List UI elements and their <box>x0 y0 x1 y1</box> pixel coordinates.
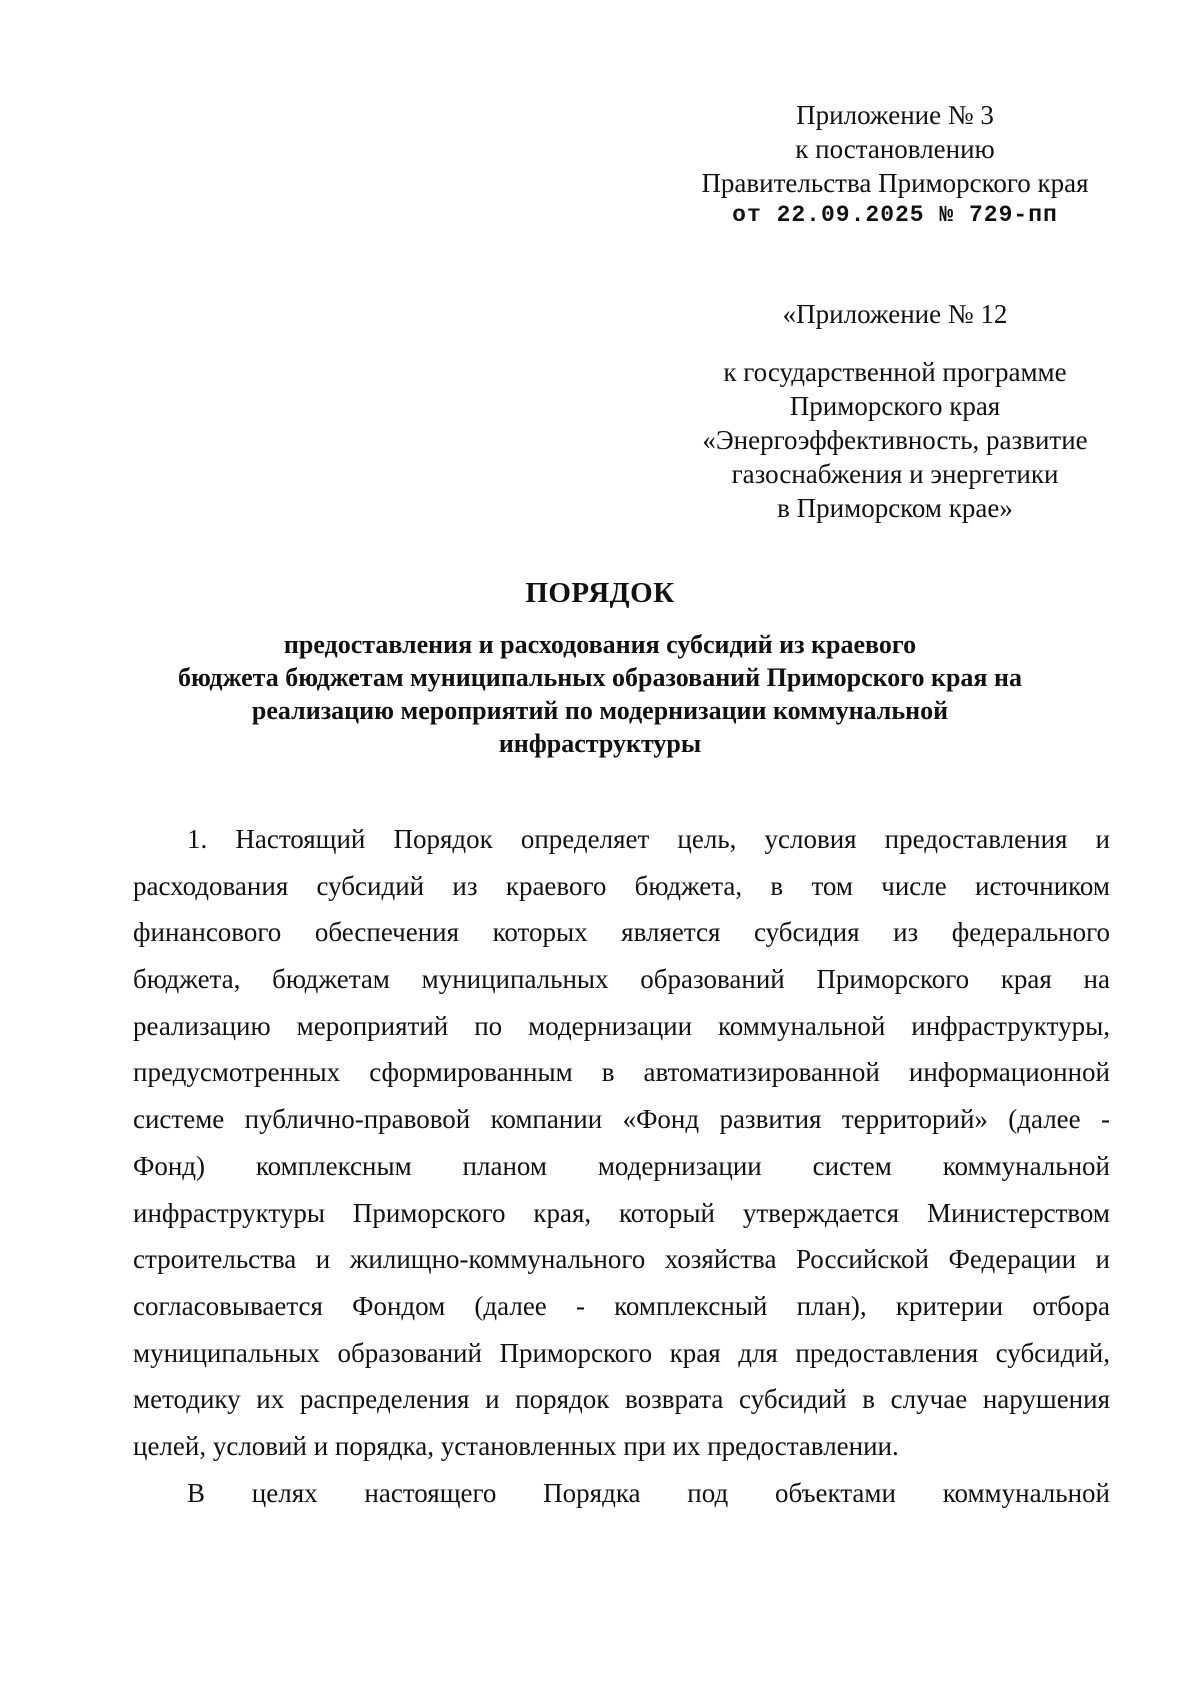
body-line: реализацию мероприятий по модернизации коммунальной инфраструктуры, <box>133 1010 1110 1041</box>
body-line: согласовывается Фондом (далее - комплексный план), критерии отбора <box>133 1290 1110 1321</box>
program-appendix-line-5: газоснабжения и энергетики <box>731 459 1059 489</box>
body-line: В целях настоящего Порядка под объектами коммунальной <box>187 1477 1110 1508</box>
body-line: бюджета, бюджетам муниципальных образований Приморского края на <box>133 964 1110 995</box>
body-line: инфраструктуры Приморского края, который утверждается Министерством <box>133 1197 1110 1228</box>
program-appendix-number: «Приложение № 12 <box>782 299 1008 329</box>
body-line: методику их распределения и порядок возврата субсидий в случае нарушения <box>133 1384 1110 1415</box>
body-line: целей, условий и порядка, установленных при их предоставлении. <box>133 1430 899 1461</box>
program-appendix-line-2: к государственной программе <box>723 357 1067 387</box>
document-subtitle <box>100 628 1100 760</box>
program-appendix-line-6: в Приморском крае» <box>777 493 1013 523</box>
subtitle-line: реализацию мероприятий по модернизации коммунальной <box>251 696 949 725</box>
subtitle-line: бюджета бюджетам муниципальных образований Приморского края на <box>178 663 1022 692</box>
body-line: муниципальных образований Приморского края для предоставления субсидий, <box>133 1337 1110 1368</box>
document-title: ПОРЯДОК <box>525 577 675 609</box>
appendix-government: Правительства Приморского края <box>701 168 1089 198</box>
body-line: строительства и жилищно-коммунального хозяйства Российской Федерации и <box>133 1244 1110 1275</box>
subtitle-line: инфраструктуры <box>498 729 702 758</box>
program-appendix-line-3: Приморского края <box>789 391 1001 421</box>
document-body <box>133 816 1110 1516</box>
program-appendix-header <box>660 297 1130 525</box>
appendix-header <box>660 98 1130 230</box>
body-line: расходования субсидий из краевого бюджета, в том числе источником <box>133 870 1110 901</box>
resolution-date-number-stamp: от 22.09.2025 № 729-пп <box>732 202 1058 228</box>
body-line: 1. Настоящий Порядок определяет цель, условия предоставления и <box>187 824 1110 854</box>
appendix-number: Приложение № 3 <box>796 100 994 130</box>
body-line: предусмотренных сформированным в автоматизированной информационной <box>133 1057 1110 1088</box>
paragraph-1 <box>133 816 1110 1470</box>
paragraph-2 <box>133 1470 1110 1517</box>
program-appendix-line-4: «Энергоэффективность, развитие <box>702 425 1088 455</box>
appendix-to-resolution: к постановлению <box>795 134 995 164</box>
body-line: системе публично-правовой компании «Фонд развития территорий» (далее - <box>133 1104 1110 1135</box>
body-line: финансового обеспечения которых является субсидия из федерального <box>133 917 1110 948</box>
subtitle-line: предоставления и расходования субсидий из краевого <box>283 630 917 659</box>
body-line: Фонд) комплексным планом модернизации систем коммунальной <box>133 1150 1110 1181</box>
